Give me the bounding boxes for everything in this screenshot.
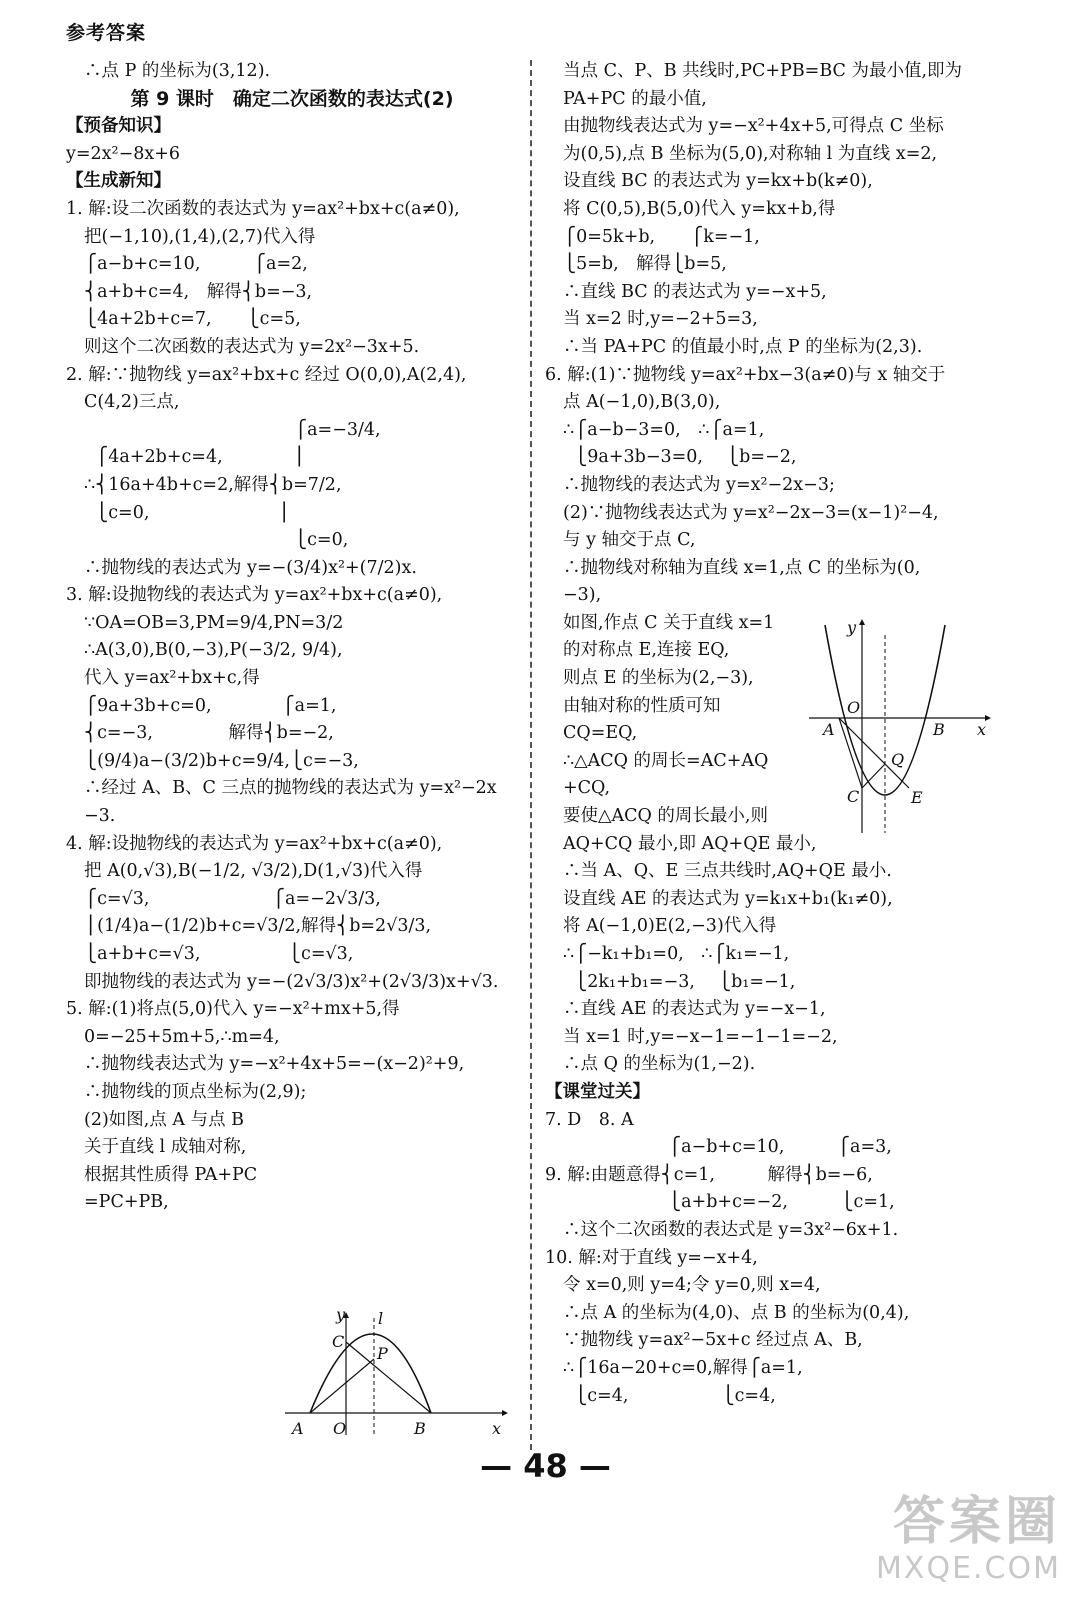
text-line: ∵OA=OB=3,PM=9/4,PN=3/2 — [84, 612, 344, 633]
text-line: ⎧c=√3, ⎧a=−2√3/3, — [84, 888, 381, 909]
text-line: ∴抛物线对称轴为直线 x=1,点 C 的坐标为(0, — [563, 557, 921, 578]
text-line: 0=−25+5m+5,∴m=4, — [84, 1026, 280, 1047]
text-line: CQ=EQ, — [563, 723, 638, 744]
q6-label-y: y — [847, 618, 857, 637]
q6-label-x: x — [977, 720, 987, 739]
text-line: ⎪(1/4)a−(1/2)b+c=√3/2,解得⎨b=2√3/3, — [84, 916, 432, 937]
text-line: ⎩c=0, ⎪ — [84, 502, 291, 523]
text-line: 代入 y=ax²+bx+c,得 — [84, 668, 260, 689]
text-line: 根据其性质得 PA+PC — [84, 1164, 258, 1185]
text-line: 把(−1,10),(1,4),(2,7)代入得 — [84, 226, 316, 247]
text-line: 5. 解:(1)将点(5,0)代入 y=−x²+mx+5,得 — [66, 999, 400, 1020]
text-line: 点 A(−1,0),B(3,0), — [563, 392, 721, 413]
text-line: 即抛物线的表达式为 y=−(2√3/3)x²+(2√3/3)x+√3. — [84, 971, 499, 992]
text-line: 由轴对称的性质可知 — [563, 695, 721, 716]
text-line: −3), — [563, 585, 602, 606]
q5-label-b: B — [414, 1419, 426, 1438]
q5-segment-cb — [346, 1342, 431, 1413]
q5-parabola-curve — [310, 1334, 431, 1413]
text-line: 当点 C、P、B 共线时,PC+PB=BC 为最小值,即为 — [563, 61, 963, 81]
figure-q5-parabola — [280, 1310, 510, 1440]
q5-label-y: y — [336, 1310, 346, 1324]
text-line: ∴抛物线的表达式为 y=x²−2x−3; — [563, 474, 835, 495]
text-line: ∴直线 BC 的表达式为 y=−x+5, — [563, 281, 827, 302]
text-line: 令 x=0,则 y=4;令 y=0,则 x=4, — [563, 1275, 821, 1296]
text-line: y=2x²−8x+6 — [66, 143, 181, 164]
figure-q6-parabola — [805, 615, 995, 835]
text-line: 【课堂过关】 — [545, 1081, 650, 1102]
text-line: ⎧9a+3b+c=0, ⎧a=1, — [84, 695, 337, 716]
text-line: ∴点 Q 的坐标为(1,−2). — [563, 1054, 756, 1075]
text-line: 则这个二次函数的表达式为 y=2x²−3x+5. — [84, 336, 420, 357]
text-line: ∴点 A 的坐标为(4,0)、点 B 的坐标为(0,4), — [563, 1302, 910, 1323]
q5-label-o: O — [333, 1419, 347, 1438]
q6-segment-ac — [839, 718, 862, 788]
text-line: 由抛物线表达式为 y=−x²+4x+5,可得点 C 坐标 — [563, 116, 944, 137]
text-line: C(4,2)三点, — [84, 392, 180, 413]
text-line: 将 A(−1,0)E(2,−3)代入得 — [563, 916, 777, 937]
q6-label-c: C — [847, 787, 860, 806]
text-line: 9. 解:由题意得⎨c=1, 解得⎨b=−6, — [545, 1164, 873, 1185]
text-line: 把 A(0,√3),B(−1/2, √3/2),D(1,√3)代入得 — [84, 861, 423, 882]
text-line: 10. 解:对于直线 y=−x+4, — [545, 1247, 758, 1268]
q6-y-arrow — [859, 619, 865, 625]
text-line: ⎩c=0, — [84, 530, 349, 551]
q5-label-l: l — [378, 1310, 384, 1328]
text-line: ⎩9a+3b−3=0, ⎩b=−2, — [563, 447, 797, 468]
text-line: ∴⎧16a−20+c=0,解得⎧a=1, — [563, 1357, 803, 1378]
text-line: ∴△ACQ 的周长=AC+AQ — [563, 750, 769, 771]
text-line: (2)如图,点 A 与点 B — [84, 1109, 245, 1130]
text-line: 如图,作点 C 关于直线 x=1 — [563, 612, 775, 633]
text-line: ⎩a+b+c=√3, ⎩c=√3, — [84, 944, 354, 964]
text-line: ⎨a+b+c=4, 解得⎨b=−3, — [84, 281, 313, 302]
q5-label-a: A — [292, 1419, 304, 1438]
text-line: 7. D 8. A — [545, 1109, 634, 1130]
text-line: ⎩(9/4)a−(3/2)b+c=9/4,⎩c=−3, — [84, 750, 359, 771]
text-line: PA+PC 的最小值, — [563, 88, 707, 109]
text-line: ∴⎧−k₁+b₁=0, ∴⎧k₁=−1, — [563, 944, 790, 964]
text-line: 【生成新知】 — [66, 171, 171, 192]
q6-label-b: B — [933, 720, 945, 739]
column-divider — [530, 60, 532, 1450]
text-line: ∴点 P 的坐标为(3,12). — [84, 61, 271, 81]
text-line: 3. 解:设抛物线的表达式为 y=ax²+bx+c(a≠0), — [66, 585, 443, 606]
watermark-line1: 答案圈 — [892, 1492, 1061, 1552]
text-line: 【预备知识】 — [66, 116, 171, 137]
q6-label-o: O — [847, 698, 861, 717]
text-line: ⎧0=5k+b, ⎧k=−1, — [563, 226, 760, 247]
q6-label-a: A — [823, 720, 835, 739]
text-line: ∴抛物线的表达式为 y=−(3/4)x²+(7/2)x. — [84, 557, 417, 578]
text-line: 为(0,5),点 B 坐标为(5,0),对称轴 l 为直线 x=2, — [563, 143, 938, 164]
text-line: 2. 解:∵抛物线 y=ax²+bx+c 经过 O(0,0),A(2,4), — [66, 364, 467, 385]
text-line: ⎩4a+2b+c=7, ⎩c=5, — [84, 309, 301, 330]
text-line: 4. 解:设抛物线的表达式为 y=ax²+bx+c(a≠0), — [66, 833, 443, 854]
text-line: ⎧a−b+c=10, ⎧a=3, — [563, 1137, 892, 1158]
q5-label-x: x — [492, 1419, 502, 1438]
text-line: =PC+PB, — [84, 1192, 169, 1213]
text-line: 与 y 轴交于点 C, — [563, 530, 696, 551]
text-line: ∴A(3,0),B(0,−3),P(−3/2, 9/4), — [84, 640, 343, 661]
text-line: ∴当 A、Q、E 三点共线时,AQ+QE 最小. — [563, 861, 892, 882]
q6-label-e: E — [911, 788, 923, 807]
text-line: ⎩5=b, 解得⎩b=5, — [563, 254, 727, 275]
q5-label-c: C — [332, 1332, 345, 1351]
q5-segment-ap — [310, 1359, 374, 1413]
text-line: AQ+CQ 最小,即 AQ+QE 最小, — [563, 833, 817, 854]
text-line: ⎧4a+2b+c=4, ⎪ — [84, 447, 306, 468]
text-line: ⎧a−b+c=10, ⎧a=2, — [84, 254, 308, 275]
text-line: ⎧a=−3/4, — [84, 419, 381, 440]
text-line: 当 x=1 时,y=−x−1=−1−1=−2, — [563, 1026, 838, 1047]
text-line: ∴直线 AE 的表达式为 y=−x−1, — [563, 999, 826, 1020]
text-line: ∴⎧a−b−3=0, ∴⎧a=1, — [563, 419, 765, 440]
text-line: ⎩a+b+c=−2, ⎩c=1, — [563, 1192, 895, 1213]
q5-label-p: P — [377, 1344, 388, 1363]
text-line: ⎩2k₁+b₁=−3, ⎩b₁=−1, — [563, 971, 796, 992]
watermark-line2: MXQE.COM — [876, 1551, 1061, 1586]
text-line: ∵抛物线 y=ax²−5x+c 经过点 A、B, — [563, 1330, 863, 1351]
text-line: (2)∵抛物线表达式为 y=x²−2x−3=(x−1)²−4, — [563, 502, 939, 523]
page-header: 参考答案 — [66, 22, 147, 44]
text-line: ∴经过 A、B、C 三点的抛物线的表达式为 y=x²−2x — [84, 778, 497, 799]
text-line: 则点 E 的坐标为(2,−3), — [563, 668, 754, 689]
text-line: 6. 解:(1)∵抛物线 y=ax²+bx−3(a≠0)与 x 轴交于 — [545, 364, 946, 385]
text-line: ∴⎨16a+4b+c=2,解得⎨b=7/2, — [84, 474, 342, 495]
text-line: +CQ, — [563, 778, 611, 799]
text-line: 当 x=2 时,y=−2+5=3, — [563, 309, 758, 330]
text-line: ∴抛物线的顶点坐标为(2,9); — [84, 1081, 307, 1102]
text-line: 关于直线 l 成轴对称, — [84, 1137, 247, 1158]
left-column — [66, 58, 518, 1217]
watermark-logo — [876, 1493, 1061, 1586]
text-line: ∴当 PA+PC 的值最小时,点 P 的坐标为(2,3). — [563, 336, 923, 357]
q5-x-arrow — [502, 1410, 508, 1416]
q6-label-q: Q — [891, 750, 905, 769]
text-line: 将 C(0,5),B(5,0)代入 y=kx+b,得 — [563, 198, 836, 219]
text-line: ⎩c=4, ⎩c=4, — [563, 1385, 776, 1406]
text-line: 设直线 AE 的表达式为 y=k₁x+b₁(k₁≠0), — [563, 888, 893, 909]
text-line: ⎨c=−3, 解得⎨b=−2, — [84, 723, 334, 744]
text-line: ∴这个二次函数的表达式是 y=3x²−6x+1. — [563, 1219, 899, 1240]
text-line: 要使△ACQ 的周长最小,则 — [563, 806, 768, 827]
text-line: ∴抛物线表达式为 y=−x²+4x+5=−(x−2)²+9, — [84, 1054, 465, 1075]
text-line: −3. — [84, 806, 116, 827]
text-line: 第 9 课时 确定二次函数的表达式(2) — [130, 87, 454, 110]
page-number: — 48 — — [480, 1447, 611, 1485]
text-line: 1. 解:设二次函数的表达式为 y=ax²+bx+c(a≠0), — [66, 198, 460, 219]
text-line: 的对称点 E,连接 EQ, — [563, 640, 730, 661]
text-line: 设直线 BC 的表达式为 y=kx+b(k≠0), — [563, 171, 873, 192]
